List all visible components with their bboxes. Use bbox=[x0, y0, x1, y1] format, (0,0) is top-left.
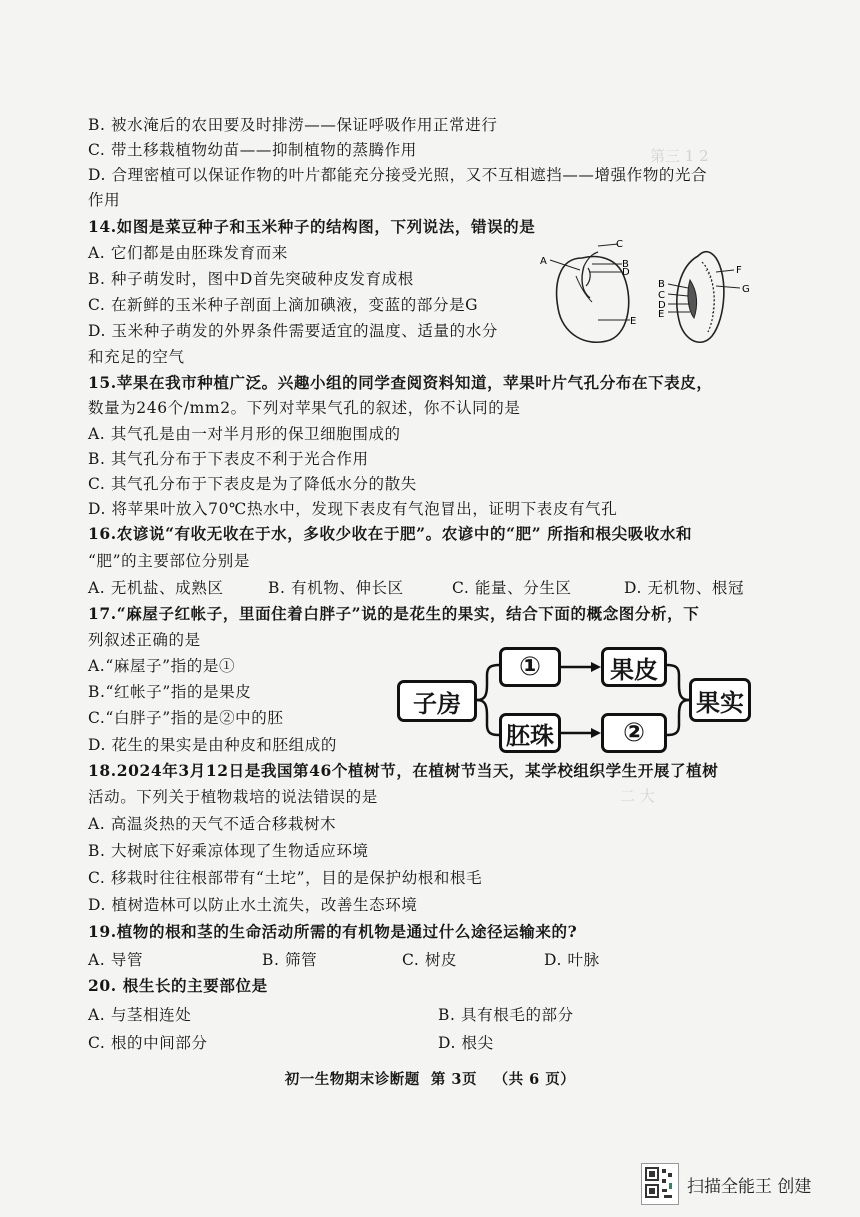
q17-option-b: B.“红帐子”指的是果皮 bbox=[88, 683, 252, 701]
q13-option-d-cont: 作用 bbox=[88, 191, 121, 209]
q15-option-c: C. 其气孔分布于下表皮是为了降低水分的散失 bbox=[88, 475, 417, 493]
footer-title: 初一生物期末诊断题 bbox=[284, 1071, 420, 1088]
q14-option-b: B. 种子萌发时，图中D首先突破种皮发育成根 bbox=[88, 270, 414, 288]
q18-option-c: C. 移栽时往往根部带有“土坨”，目的是保护幼根和根毛 bbox=[88, 869, 483, 887]
q16-option-c: C. 能量、分生区 bbox=[452, 579, 572, 597]
q18-stem-cont: 活动。下列关于植物栽培的说法错误的是 bbox=[88, 788, 378, 806]
q19-option-d: D. 叶脉 bbox=[544, 951, 600, 969]
q19-option-c: C. 树皮 bbox=[402, 951, 458, 969]
seed-structure-figure bbox=[530, 236, 770, 356]
corn-label-f: F bbox=[736, 265, 742, 276]
q20-option-b: B. 具有根毛的部分 bbox=[438, 1006, 574, 1024]
q16-option-a: A. 无机盐、成熟区 bbox=[88, 579, 224, 597]
qr-code-icon bbox=[641, 1163, 679, 1205]
corn-label-b: B bbox=[658, 279, 665, 290]
corn-label-e: E bbox=[658, 309, 665, 320]
q16-stem-cont: “肥”的主要部位分别是 bbox=[88, 552, 250, 570]
corn-label-d: D bbox=[658, 300, 666, 311]
q18-stem: 18.2024年3月12日是我国第46个植树节，在植树节当天，某学校组织学生开展了植树 bbox=[88, 761, 719, 780]
q17-option-d: D. 花生的果实是由种皮和胚组成的 bbox=[88, 736, 337, 754]
q18-option-b: B. 大树底下好乘凉体现了生物适应环境 bbox=[88, 842, 369, 860]
q19-option-a: A. 导管 bbox=[88, 951, 144, 969]
watermark-text: 扫描全能王 创建 bbox=[687, 1176, 812, 1197]
bleed-through: 第三 1 2 bbox=[650, 147, 709, 165]
q18-option-a: A. 高温炎热的天气不适合移栽树木 bbox=[88, 815, 337, 833]
q19-option-b: B. 筛管 bbox=[262, 951, 318, 969]
footer-page: 第 3页 bbox=[430, 1071, 477, 1088]
bean-label-b: B bbox=[622, 259, 629, 270]
corn-label-g: G bbox=[742, 284, 750, 295]
q15-option-d: D. 将苹果叶放入70℃热水中，发现下表皮有气泡冒出，证明下表皮有气孔 bbox=[88, 500, 618, 518]
q15-option-b: B. 其气孔分布于下表皮不利于光合作用 bbox=[88, 450, 369, 468]
q16-option-d: D. 无机物、根冠 bbox=[624, 579, 745, 597]
q17-stem: 17.“麻屋子红帐子，里面住着白胖子”说的是花生的果实，结合下面的概念图分析，下 bbox=[88, 604, 700, 623]
q16-option-b: B. 有机物、伸长区 bbox=[268, 579, 404, 597]
q17-option-c: C.“白胖子”指的是②中的胚 bbox=[88, 709, 284, 727]
q20-option-c: C. 根的中间部分 bbox=[88, 1034, 208, 1052]
q13-option-b: B. 被水淹后的农田要及时排涝——保证呼吸作用正常进行 bbox=[88, 116, 498, 134]
q17-option-a: A.“麻屋子”指的是① bbox=[88, 657, 236, 675]
ovary-box: 子房 bbox=[397, 680, 477, 722]
ovule-box: 胚珠 bbox=[499, 713, 561, 753]
q14-option-c: C. 在新鲜的玉米种子剖面上滴加碘液，变蓝的部分是G bbox=[88, 296, 479, 314]
page-footer bbox=[0, 1068, 860, 1089]
q18-option-d: D. 植树造林可以防止水土流失，改善生态环境 bbox=[88, 896, 418, 914]
bean-label-e: E bbox=[630, 316, 637, 327]
q13-option-c: C. 带土移栽植物幼苗——抑制植物的蒸腾作用 bbox=[88, 141, 417, 159]
q15-stem-cont: 数量为246个/mm2。下列对苹果气孔的叙述，你不认同的是 bbox=[88, 399, 521, 417]
fruit-box: 果实 bbox=[689, 678, 751, 722]
q20-option-a: A. 与茎相连处 bbox=[88, 1006, 192, 1024]
q14-option-a: A. 它们都是由胚珠发育而来 bbox=[88, 244, 288, 262]
camscanner-watermark bbox=[641, 1163, 811, 1205]
q13-option-d: D. 合理密植可以保证作物的叶片都能充分接受光照，又不互相遮挡——增强作物的光合 bbox=[88, 166, 708, 184]
corn-label-c: C bbox=[658, 290, 665, 301]
q20-stem: 20. 根生长的主要部位是 bbox=[88, 976, 268, 995]
bean-label-d: D bbox=[622, 267, 630, 278]
q20-option-d: D. 根尖 bbox=[438, 1034, 494, 1052]
bleed-through: 二 大 bbox=[620, 787, 655, 805]
pericarp-box: 果皮 bbox=[601, 647, 667, 687]
q14-stem: 14.如图是菜豆种子和玉米种子的结构图，下列说法，错误的是 bbox=[88, 217, 536, 236]
q16-stem: 16.农谚说“有收无收在于水，多收少收在于肥”。农谚中的“肥” 所指和根尖吸收水和 bbox=[88, 524, 693, 543]
q14-option-d-cont: 和充足的空气 bbox=[88, 348, 185, 366]
bean-label-c: C bbox=[616, 239, 623, 250]
bean-label-a: A bbox=[540, 256, 547, 267]
q17-stem-cont: 列叙述正确的是 bbox=[88, 631, 201, 649]
q14-option-d: D. 玉米种子萌发的外界条件需要适宜的温度、适量的水分 bbox=[88, 322, 498, 340]
corn-seed-diagram bbox=[668, 252, 740, 343]
q15-stem: 15.苹果在我市种植广泛。兴趣小组的同学查阅资料知道，苹果叶片气孔分布在下表皮， bbox=[88, 373, 713, 392]
peanut-concept-map bbox=[395, 645, 755, 755]
circle2-box: ② bbox=[601, 713, 667, 753]
circle1-box: ① bbox=[499, 647, 561, 687]
bean-seed-diagram bbox=[550, 244, 630, 342]
footer-total: （共 6 页） bbox=[493, 1071, 576, 1088]
q15-option-a: A. 其气孔是由一对半月形的保卫细胞围成的 bbox=[88, 425, 401, 443]
q19-stem: 19.植物的根和茎的生命活动所需的有机物是通过什么途径运输来的? bbox=[88, 922, 578, 941]
